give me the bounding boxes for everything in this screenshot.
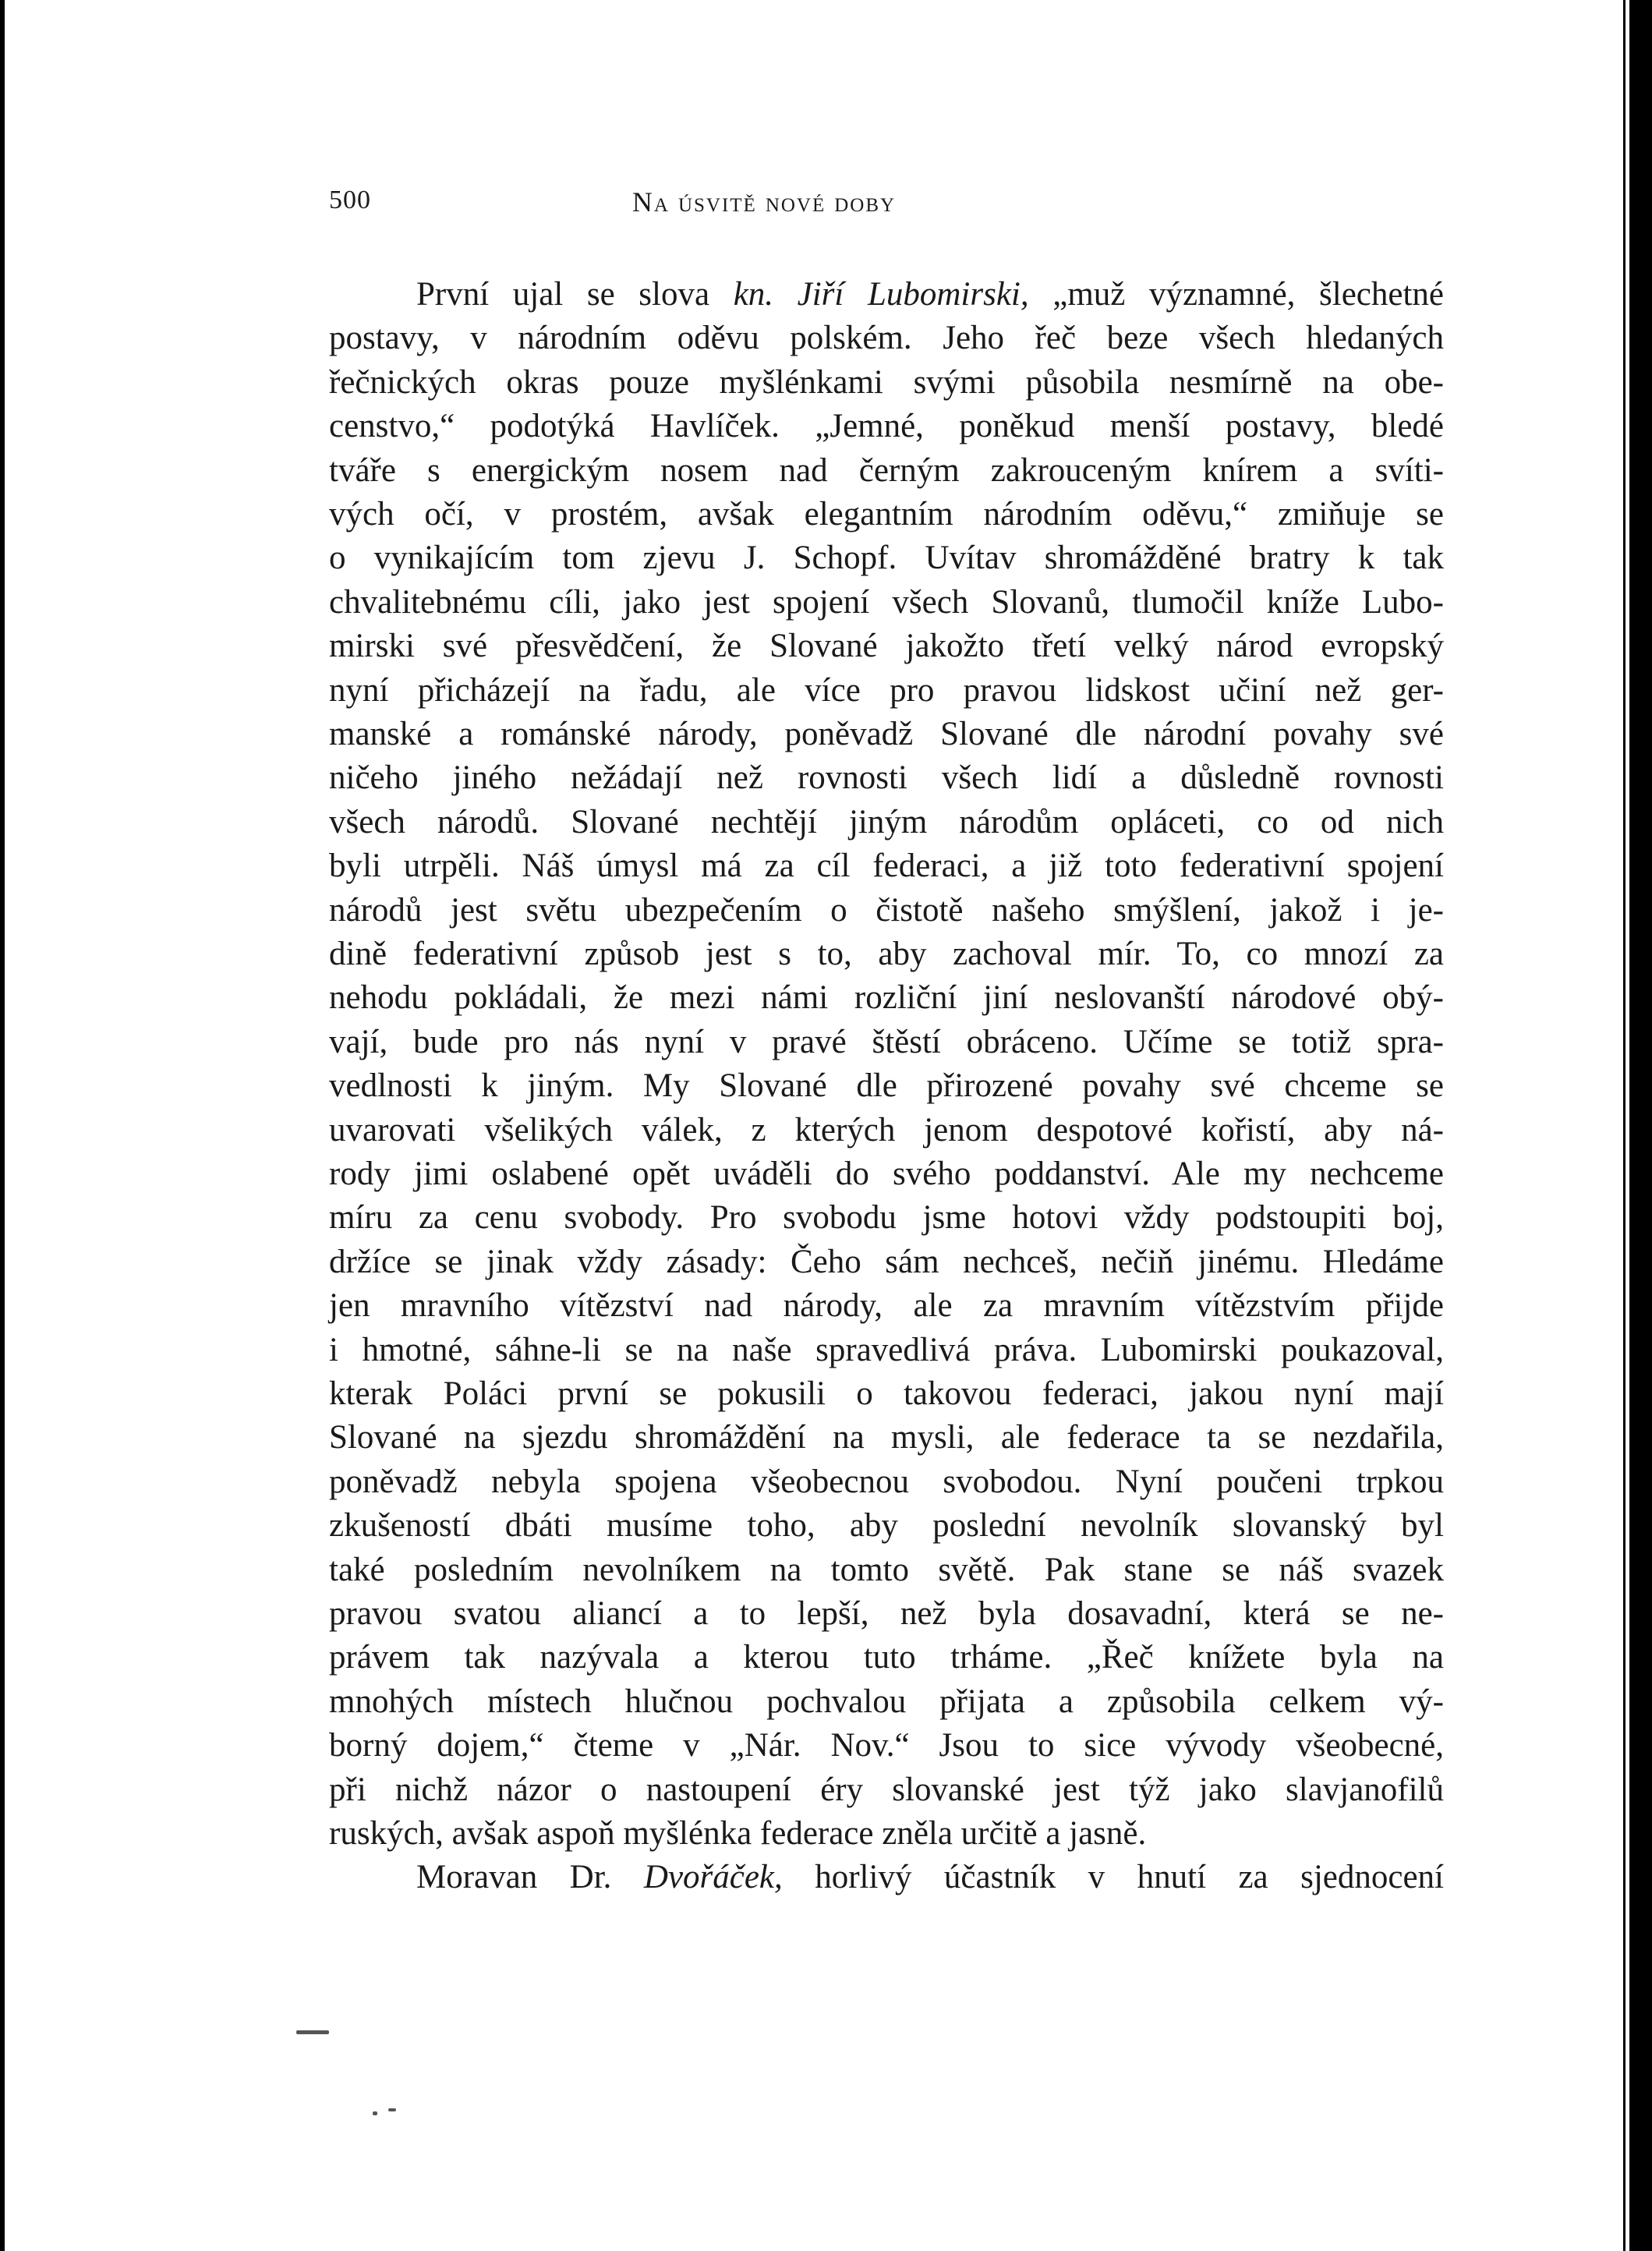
scan-edge-left xyxy=(0,0,5,2251)
text-line: míru za cenu svobody. Pro svobodu jsme hotovi vždy podstoupiti boj, xyxy=(329,1199,1444,1237)
text-run: Moravan Dr. xyxy=(416,1859,644,1896)
text-line: řečnických okras pouze myšlénkami svými působila nesmírně na obe- xyxy=(329,363,1444,401)
text-line: uvarovati všelikých válek, z kterých jenom despotové kořistí, aby ná- xyxy=(329,1111,1444,1149)
text-line xyxy=(416,1856,1444,1899)
scan-edge-right-line xyxy=(1623,0,1625,2251)
text-line: ruských, avšak aspoň myšlénka federace zněla určitě a jasně. xyxy=(329,1815,1147,1852)
text-line: ničeho jiného nežádají než rovnosti všech lidí a důsledně rovnosti xyxy=(329,759,1444,797)
text-line: i hmotné, sáhne-li se na naše spravedlivá práva. Lubomirski poukazoval, xyxy=(329,1331,1444,1368)
text-line: také posledním nevolníkem na tomto světě. Pak stane se náš svazek xyxy=(329,1551,1444,1588)
running-title xyxy=(329,186,1059,218)
text-line xyxy=(416,273,1444,317)
text-run: horlivý účastník v hnutí za sjednocení xyxy=(782,1859,1444,1896)
text-line: byli utrpěli. Náš úmysl má za cíl federaci, a již toto federativní spojení xyxy=(329,848,1444,885)
text-line: chvalitebnému cíli, jako jest spojení všech Slovanů, tlumočil kníže Lubo- xyxy=(329,583,1444,621)
text-line: rody jimi oslabené opět uváděli do svého poddanství. Ale my nechceme xyxy=(329,1156,1444,1192)
text-line: Slované na sjezdu shromáždění na mysli, ale federace ta se nezdařila, xyxy=(329,1419,1444,1456)
page-number: 500 xyxy=(329,186,371,214)
text-run: „muž významné, šlechetné xyxy=(1028,276,1444,313)
text-line: držíce se jinak vždy zásady: Čeho sám nechceš, nečiň jinému. Hledáme xyxy=(329,1243,1444,1280)
text-line: při nichž názor o nastoupení éry slovanské jest týž jako slavjanofilů xyxy=(329,1771,1444,1808)
text-line: o vynikajícím tom zjevu J. Schopf. Uvítav shromážděné bratry k tak xyxy=(329,540,1444,577)
text-line: všech národů. Slované nechtějí jiným národům opláceti, co od nich xyxy=(329,803,1444,841)
text-line: tváře s energickým nosem nad černým zakrouceným knírem a svíti- xyxy=(329,451,1444,489)
text-line: vých očí, v prostém, avšak elegantním národním oděvu,“ zmiňuje se xyxy=(329,496,1444,533)
scan-smudge xyxy=(388,2108,396,2111)
scan-smudge xyxy=(373,2111,377,2115)
text-line: postavy, v národním oděvu polském. Jeho řeč beze všech hledaných xyxy=(329,320,1444,357)
text-line: nyní přicházejí na řadu, ale více pro pravou lidskost učiní než ger- xyxy=(329,671,1444,709)
text-line: poněvadž nebyla spojena všeobecnou svobodou. Nyní poučeni trpkou xyxy=(329,1463,1444,1500)
text-run: První ujal se slova xyxy=(416,276,734,313)
text-line: pravou svatou aliancí a to lepší, než byla dosavadní, která se ne- xyxy=(329,1595,1444,1632)
text-line: nehodu pokládali, že mezi námi rozliční jiní neslovanští národové obý- xyxy=(329,979,1444,1017)
text-line: jen mravního vítězství nad národy, ale za mravním vítězstvím přijde xyxy=(329,1287,1444,1325)
text-line: dině federativní způsob jest s to, aby zachoval mír. To, co mnozí za xyxy=(329,936,1444,972)
scan-smudge xyxy=(296,2030,329,2034)
italic-name: Dvořáček, xyxy=(643,1859,783,1896)
text-line: mirski své přesvědčení, že Slované jakožto třetí velký národ evropský xyxy=(329,628,1444,665)
scan-edge-right xyxy=(1629,0,1652,2251)
text-line: kterak Poláci první se pokusili o takovou federaci, jakou nyní mají xyxy=(329,1375,1444,1412)
text-line: censtvo,“ podotýká Havlíček. „Jemné, poněkud menší postavy, bledé xyxy=(329,408,1444,445)
text-line: manské a románské národy, poněvadž Slované dle národní povahy své xyxy=(329,716,1444,752)
page-header xyxy=(329,186,1059,225)
running-title-text: Na úsvitě nové doby xyxy=(631,186,897,218)
text-line: vají, bude pro nás nyní v pravé štěstí obráceno. Učíme se totiž spra- xyxy=(329,1023,1444,1060)
text-line: právem tak nazývala a kterou tuto trháme. „Řeč knížete byla na xyxy=(329,1639,1444,1676)
italic-name: kn. Jiří Lubomirski, xyxy=(733,276,1029,313)
text-line: národů jest světu ubezpečením o čistotě našeho smýšlení, jakož i je- xyxy=(329,891,1444,929)
text-line: mnohých místech hlučnou pochvalou přijata a způsobila celkem vý- xyxy=(329,1683,1444,1720)
text-line: vedlnosti k jiným. My Slované dle přirozené povahy své chceme se xyxy=(329,1067,1444,1105)
text-line: borný dojem,“ čteme v „Nár. Nov.“ Jsou to sice vývody všeobecné, xyxy=(329,1727,1444,1764)
text-line: zkušeností dbáti musíme toho, aby poslední nevolník slovanský byl xyxy=(329,1507,1444,1545)
